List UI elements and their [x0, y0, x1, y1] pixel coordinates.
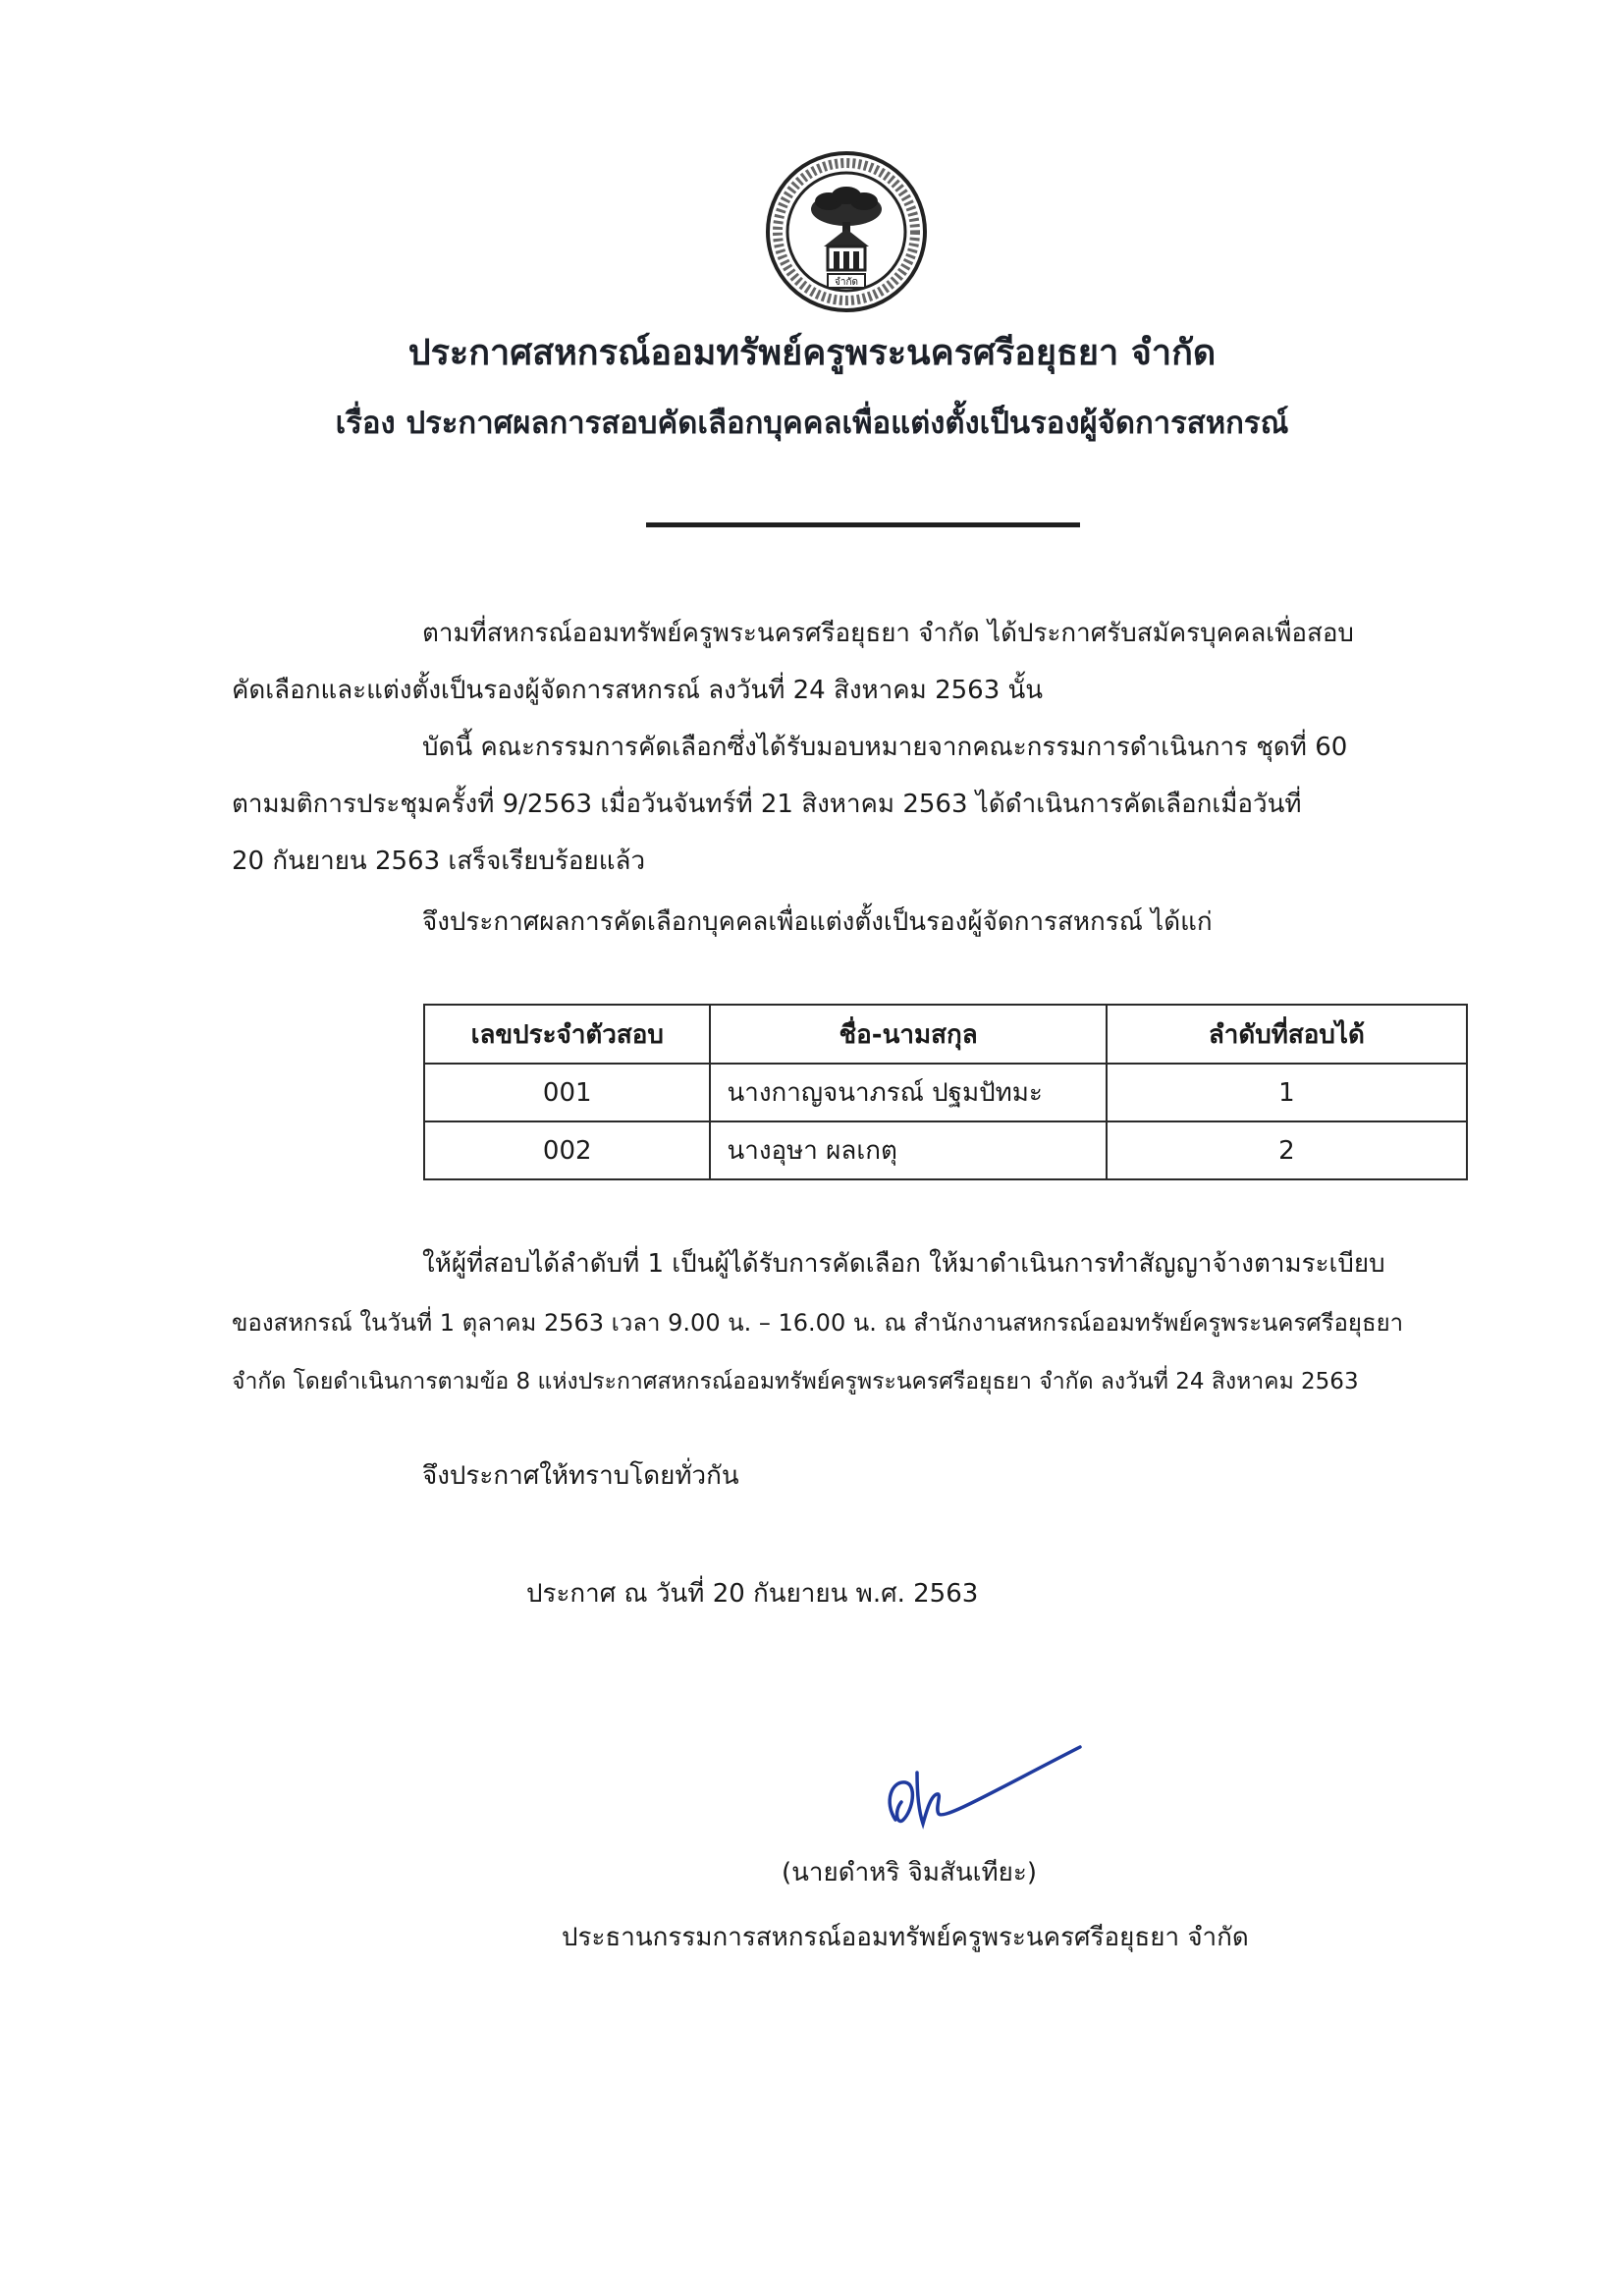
paragraph-4-line-1: ให้ผู้ที่สอบได้ลำดับที่ 1 เป็นผู้ได้รับการคัดเลือก ให้มาดำเนินการทำสัญญาจ้างตามระเบียบ: [422, 1249, 1385, 1279]
signatory-position: ประธานกรรมการสหกรณ์ออมทรัพย์ครูพระนครศรีอยุธยา จำกัด: [562, 1923, 1249, 1952]
document-title: ประกาศสหกรณ์ออมทรัพย์ครูพระนครศรีอยุธยา จำกัด: [407, 333, 1217, 373]
seal-inner-text: จำกัด: [834, 277, 859, 288]
cell-full-name-text: นางกาญจนาภรณ์ ปฐมปัทมะ: [727, 1078, 1043, 1108]
paragraph-2-line-3: 20 กันยายน 2563 เสร็จเรียบร้อยแล้ว: [232, 847, 646, 876]
paragraph-5-line-1: จึงประกาศให้ทราบโดยทั่วกัน: [422, 1461, 739, 1491]
paragraph-3-line-1: จึงประกาศผลการคัดเลือกบุคคลเพื่อแต่งตั้งเป็นรองผู้จัดการสหกรณ์ ได้แก่: [422, 907, 1213, 937]
header-full-name: ชื่อ-นามสกุล: [710, 1005, 1106, 1064]
table-row: [424, 1121, 1467, 1179]
announcement-date: ประกาศ ณ วันที่ 20 กันยายน พ.ศ. 2563: [526, 1579, 979, 1609]
paragraph-4-line-2: ของสหกรณ์ ในวันที่ 1 ตุลาคม 2563 เวลา 9.00 น. – 16.00 น. ณ สำนักงานสหกรณ์ออมทรัพย์ครูพระนครศรีอยุธยา: [232, 1309, 1404, 1337]
cell-full-name-text: นางอุษา ผลเกตุ: [727, 1136, 897, 1166]
paragraph-1-line-1: ตามที่สหกรณ์ออมทรัพย์ครูพระนครศรีอยุธยา จำกัด ได้ประกาศรับสมัครบุคคลเพื่อสอบ: [422, 619, 1354, 648]
results-table: [423, 1004, 1468, 1180]
header-rank: ลำดับที่สอบได้: [1107, 1005, 1467, 1064]
cell-exam-id: 002: [424, 1121, 710, 1179]
cell-full-name: [710, 1064, 1106, 1121]
paragraph-4-line-3: จำกัด โดยดำเนินการตามข้อ 8 แห่งประกาศสหกรณ์ออมทรัพย์ครูพระนครศรีอยุธยา จำกัด ลงวันที่ 24 สิงหาคม 2563: [232, 1369, 1359, 1394]
signature-icon: [874, 1733, 1110, 1841]
paragraph-1-line-2: คัดเลือกและแต่งตั้งเป็นรองผู้จัดการสหกรณ์ ลงวันที่ 24 สิงหาคม 2563 นั้น: [232, 676, 1044, 705]
cooperative-seal-icon: [763, 148, 930, 315]
cell-full-name: [710, 1121, 1106, 1179]
header-exam-id: เลขประจำตัวสอบ: [424, 1005, 710, 1064]
signatory-name: (นายดำหริ จิมสันเทียะ): [782, 1858, 1037, 1887]
paragraph-2-line-2: ตามมติการประชุมครั้งที่ 9/2563 เมื่อวันจันทร์ที่ 21 สิงหาคม 2563 ได้ดำเนินการคัดเลือกเมื่อวันที่: [232, 790, 1302, 819]
paragraph-2-line-1: บัดนี้ คณะกรรมการคัดเลือกซึ่งได้รับมอบหมายจากคณะกรรมการดำเนินการ ชุดที่ 60: [422, 733, 1348, 762]
cell-rank: 1: [1107, 1064, 1467, 1121]
document-subject: เรื่อง ประกาศผลการสอบคัดเลือกบุคคลเพื่อแต่งตั้งเป็นรองผู้จัดการสหกรณ์: [335, 406, 1289, 441]
title-divider: [646, 522, 1080, 527]
table-header-row: [424, 1005, 1467, 1064]
cell-exam-id: 001: [424, 1064, 710, 1121]
cell-rank: 2: [1107, 1121, 1467, 1179]
table-row: [424, 1064, 1467, 1121]
